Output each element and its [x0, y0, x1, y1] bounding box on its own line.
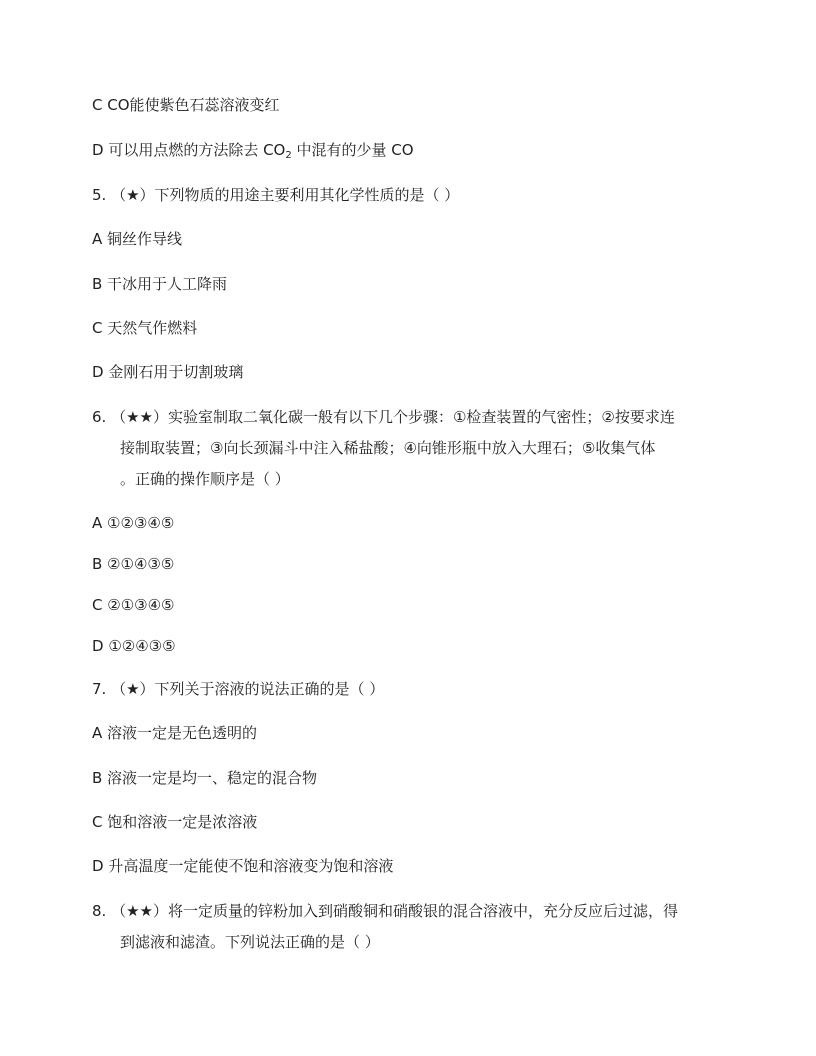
- option-q6-b: B ②①④③⑤: [92, 555, 175, 573]
- option-q7-c: C 饱和溶液一定是浓溶液: [92, 813, 258, 831]
- option-q5-a: A 铜丝作导线: [92, 230, 183, 248]
- option-text-post: 中混有的少量 CO: [291, 141, 414, 159]
- question-6-line-1: 6. （★★）实验室制取二氧化碳一般有以下几个步骤：①检查装置的气密性；②按要求连: [92, 408, 675, 426]
- subscript: 2: [285, 150, 292, 161]
- question-5: 5. （★）下列物质的用途主要利用其化学性质的是（ ）: [92, 186, 460, 204]
- question-6-line-3: 。正确的操作顺序是（ ）: [120, 470, 290, 488]
- question-8-line-2: 到滤液和滤渣。下列说法正确的是（ ）: [120, 933, 380, 951]
- option-q7-a: A 溶液一定是无色透明的: [92, 724, 258, 742]
- question-8-line-1: 8. （★★）将一定质量的锌粉加入到硝酸铜和硝酸银的混合溶液中，充分反应后过滤，得: [92, 902, 678, 920]
- question-7: 7. （★）下列关于溶液的说法正确的是（ ）: [92, 680, 385, 698]
- option-q7-d: D 升高温度一定能使不饱和溶液变为饱和溶液: [92, 857, 394, 875]
- option-q5-c: C 天然气作燃料: [92, 319, 198, 337]
- option-q4-d: [92, 140, 414, 160]
- option-q7-b: B 溶液一定是均一、稳定的混合物: [92, 769, 318, 787]
- option-q5-b: B 干冰用于人工降雨: [92, 275, 228, 293]
- option-q5-d: D 金刚石用于切割玻璃: [92, 363, 244, 381]
- option-q4-c: C CO能使紫色石蕊溶液变红: [92, 96, 280, 114]
- option-q6-a: A ①②③④⑤: [92, 514, 175, 532]
- option-text-pre: D 可以用点燃的方法除去 CO: [92, 141, 286, 159]
- option-q6-d: D ①②④③⑤: [92, 637, 176, 655]
- question-6-line-2: 接制取装置；③向长颈漏斗中注入稀盐酸；④向锥形瓶中放入大理石；⑤收集气体: [120, 439, 656, 457]
- option-q6-c: C ②①③④⑤: [92, 596, 175, 614]
